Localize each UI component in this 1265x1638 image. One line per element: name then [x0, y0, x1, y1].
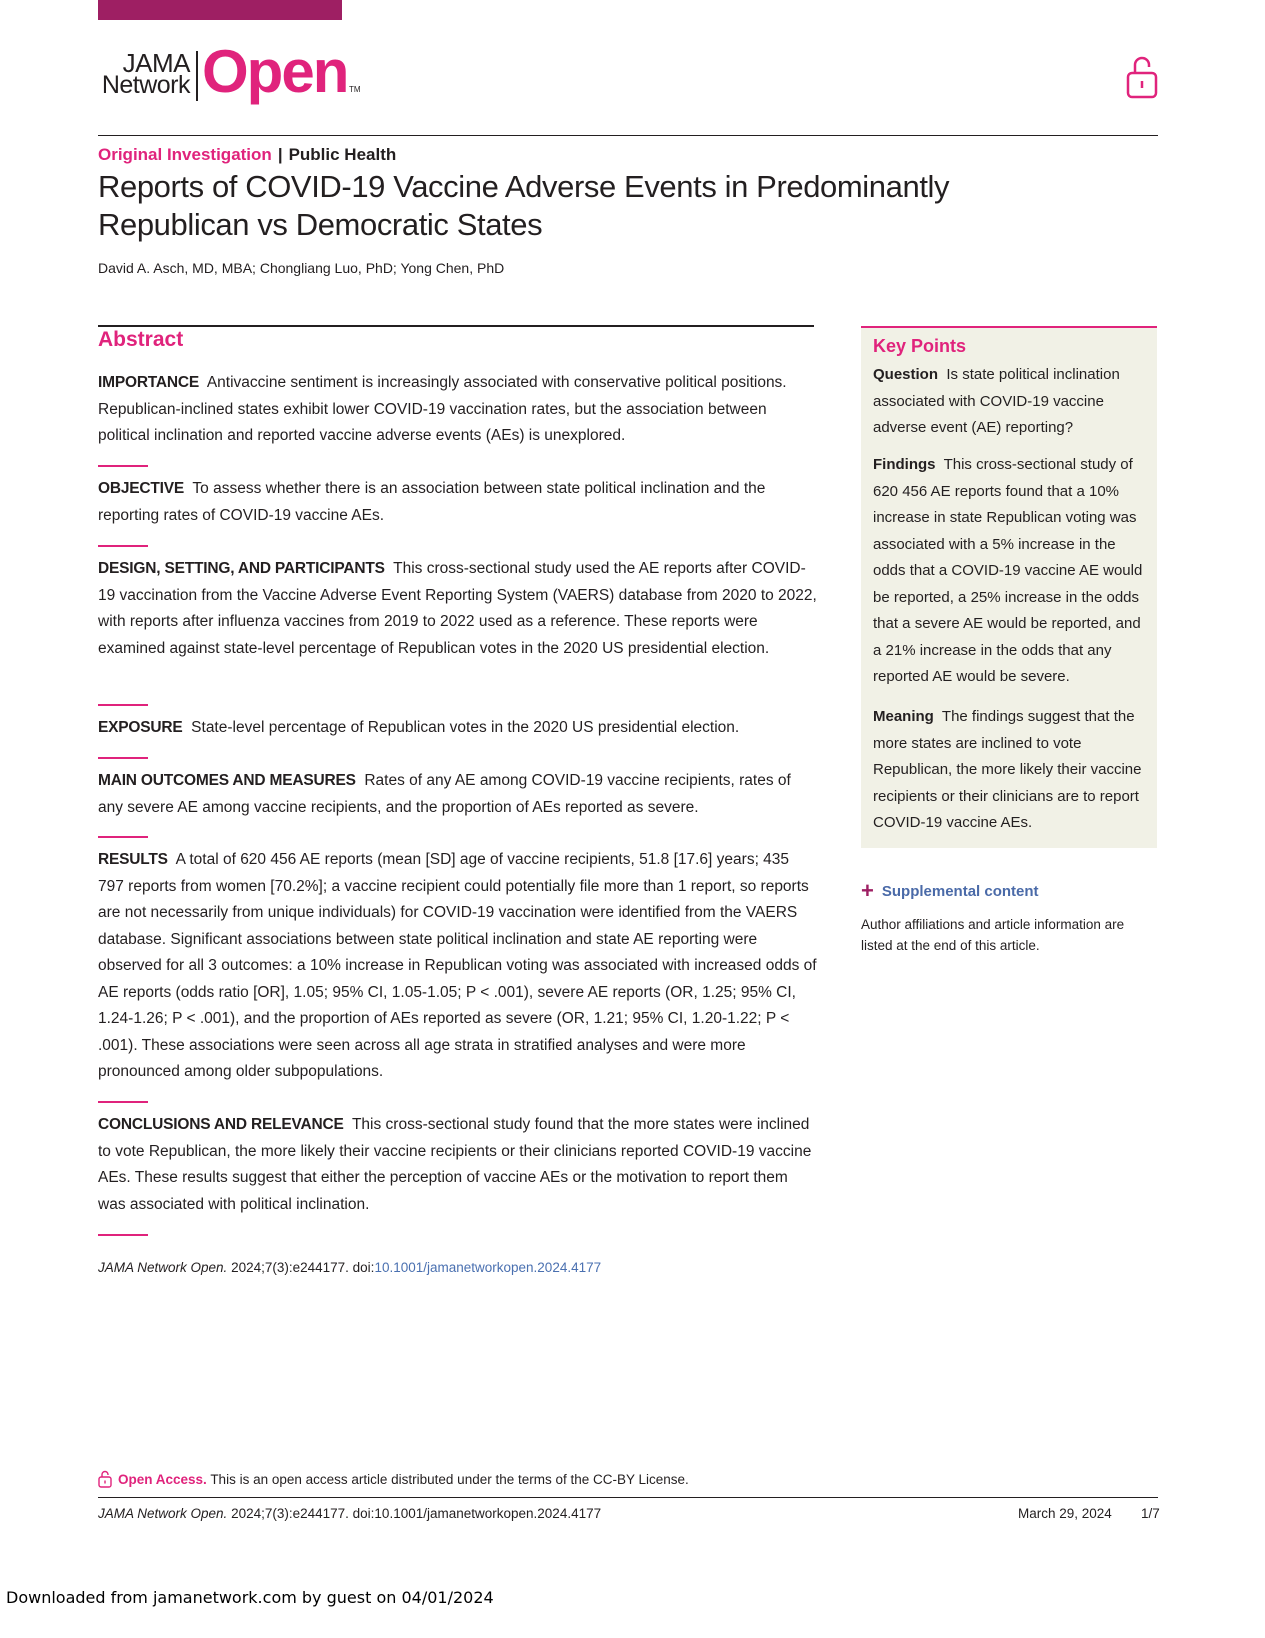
abstract-conclusions	[98, 1112, 818, 1218]
logo-jama-text: JAMA	[122, 48, 190, 78]
author-affiliations-note: Author affiliations and article information are listed at the end of this article.	[861, 917, 1125, 953]
section-label: CONCLUSIONS AND RELEVANCE	[98, 1116, 344, 1133]
citation-ref: 2024;7(3):e244177. doi:	[231, 1260, 375, 1275]
section-text: A total of 620 456 AE reports (mean [SD] age of vaccine recipients, 51.8 [17.6] years; 435 797 reports from women [70.2%]; a vaccine recipient could potentially file more than 1 report, so reports are not necessarily from unique individuals) for COVID-19 vaccination were identified from the VAERS database. Significant associations between state political inclination and state AE reporting were observed for all 3 outcomes: a 10% increase in Republican voting was associated with increased odds of AE reports (odds ratio [OR], 1.05; 95% CI, 1.05-1.05; P < .001), severe AE reports (OR, 1.25; 95% CI, 1.24-1.26; P < .001), and the proportion of AEs reported as severe (OR, 1.21; 95% CI, 1.20-1.22; P < .001). These associations were seen across all age strata in stratified analyses and were more pronounced among older subpopulations.	[98, 851, 817, 1080]
open-lock-small-icon	[98, 1470, 112, 1488]
key-point-text: Is state political inclination associated with COVID-19 vaccine adverse event (AE) reporting?	[873, 366, 1120, 436]
top-color-bar	[98, 0, 342, 20]
section-text: State-level percentage of Republican votes in the 2020 US presidential election.	[191, 719, 740, 736]
section-label: OBJECTIVE	[98, 480, 185, 497]
section-label: RESULTS	[98, 851, 168, 868]
supplemental-label: Supplemental content	[881, 883, 1039, 900]
key-point-findings	[873, 452, 1145, 691]
section-text: To assess whether there is an association between state political inclination and the reporting rates of COVID-19 vaccine AEs.	[98, 480, 766, 524]
key-point-label: Question	[873, 366, 939, 383]
section-divider	[98, 1101, 148, 1103]
section-divider	[98, 704, 148, 706]
article-type-line	[98, 146, 396, 164]
key-point-text: The findings suggest that the more states are inclined to vote Republican, the more likely their vaccine recipients or their clinicians are to report COVID-19 vaccine AEs.	[873, 708, 1142, 831]
key-point-question	[873, 362, 1145, 442]
plus-icon: +	[861, 878, 874, 903]
key-point-label: Meaning	[873, 708, 934, 725]
section-label: IMPORTANCE	[98, 374, 200, 391]
article-type-separator: |	[277, 145, 283, 164]
open-access-label: Open Access.	[118, 1472, 207, 1487]
abstract-outcomes	[98, 768, 818, 821]
abstract-citation	[98, 1260, 601, 1275]
article-title: Reports of COVID-19 Vaccine Adverse Events in Predominantly Republican vs Democratic States	[98, 169, 950, 242]
key-point-label: Findings	[873, 456, 936, 473]
abstract-results	[98, 847, 818, 1086]
article-type: Original Investigation	[98, 145, 272, 164]
article-subject: Public Health	[288, 145, 397, 164]
header-rule	[98, 135, 1158, 136]
abstract-objective	[98, 476, 818, 529]
section-text: This cross-sectional study found that the more states were inclined to vote Republican, the more likely their vaccine recipients or their clinicians reported COVID-19 vaccine AEs. These results suggest that either the perception of vaccine AEs or the motivation to report them was associated with political inclination.	[98, 1116, 812, 1213]
page-number: 1/7	[1141, 1506, 1160, 1521]
key-points-box	[861, 326, 1157, 848]
abstract-design	[98, 556, 818, 662]
footer-journal: JAMA Network Open.	[98, 1506, 228, 1521]
logo-trademark: TM	[349, 85, 361, 94]
citation-journal: JAMA Network Open.	[98, 1260, 228, 1275]
section-divider	[98, 757, 148, 759]
open-lock-icon	[1126, 55, 1158, 99]
section-divider	[98, 465, 148, 467]
section-label: EXPOSURE	[98, 719, 183, 736]
logo-open-text: Open	[202, 38, 348, 105]
key-point-meaning	[873, 704, 1145, 837]
abstract-heading: Abstract	[98, 328, 184, 351]
abstract-rule	[98, 325, 814, 327]
abstract-importance	[98, 370, 818, 450]
footer-citation	[98, 1506, 601, 1521]
key-point-text: This cross-sectional study of 620 456 AE reports found that a 10% increase in state Republican voting was associated with a 5% increase in the odds that a COVID-19 vaccine AE would be reported, a 25% increase in the odds that a severe AE would be reported, and a 21% increase in the odds that any reported AE would be severe.	[873, 456, 1143, 685]
section-divider	[98, 545, 148, 547]
open-access-note	[98, 1470, 689, 1488]
key-points-heading: Key Points	[873, 336, 967, 356]
publication-date: March 29, 2024	[1018, 1506, 1112, 1521]
abstract-exposure	[98, 715, 818, 742]
supplemental-content-link[interactable]	[861, 878, 1039, 904]
section-label: MAIN OUTCOMES AND MEASURES	[98, 772, 356, 789]
footer-ref: 2024;7(3):e244177. doi:10.1001/jamanetworkopen.2024.4177	[231, 1506, 602, 1521]
logo-network-text: Network	[101, 71, 190, 99]
footer-rule	[98, 1497, 1158, 1498]
section-divider	[98, 836, 148, 838]
section-divider	[98, 1234, 148, 1236]
logo-divider	[196, 51, 198, 101]
section-text: Rates of any AE among COVID-19 vaccine recipients, rates of any severe AE among vaccine recipients, and the proportion of AEs reported as severe.	[98, 772, 791, 816]
section-label: DESIGN, SETTING, AND PARTICIPANTS	[98, 560, 385, 577]
author-list: David A. Asch, MD, MBA; Chongliang Luo, PhD; Yong Chen, PhD	[98, 260, 505, 276]
open-access-text: This is an open access article distributed under the terms of the CC-BY License.	[210, 1472, 689, 1487]
doi-link[interactable]: 10.1001/jamanetworkopen.2024.4177	[374, 1260, 602, 1275]
section-text: This cross-sectional study used the AE reports after COVID-19 vaccination from the Vaccine Adverse Event Reporting System (VAERS) database from 2020 to 2022, with reports after influenza vaccines from 2019 to 2022 used as a reference. These reports were examined against state-level percentage of Republican votes in the 2020 US presidential election.	[98, 560, 817, 657]
section-text: Antivaccine sentiment is increasingly associated with conservative political positions. Republican-inclined states exhibit lower COVID-19 vaccination rates, but the association between political inclination and reported vaccine adverse events (AEs) is unexplored.	[98, 374, 787, 444]
download-watermark: Downloaded from jamanetwork.com by guest on 04/01/2024	[6, 1588, 494, 1607]
